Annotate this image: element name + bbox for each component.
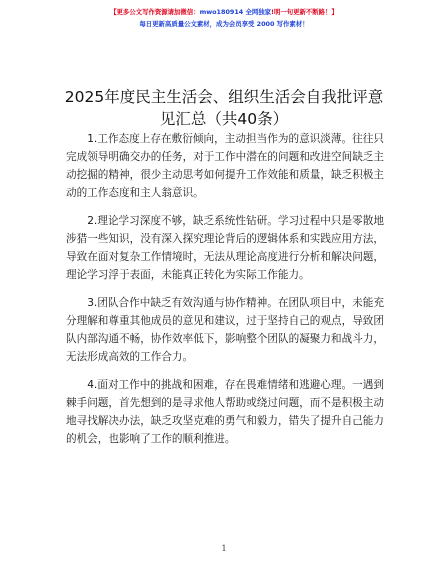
paragraph-number: 2. <box>87 215 98 227</box>
paragraph-number: 3. <box>87 297 98 309</box>
banner-segment-wechat-id: mwo180914 <box>199 8 244 16</box>
paragraph-text: 理论学习深度不够，缺乏系统性钻研。学习过程中只是零散地涉猎一些知识，没有深入探究理论背后的逻辑体系和实践应用方法，导致在面对复杂工作情境时，无法从理论高度进行分析和解决问题，理论学习浮于表面，未能真正转化为实际工作能力。 <box>66 215 384 281</box>
document-title: 2025年度民主生活会、组织生活会自我批评意见汇总（共40条） <box>64 88 384 128</box>
paragraph-item <box>66 294 384 366</box>
paragraph-number: 1. <box>87 133 98 145</box>
paragraph-text: 工作态度上存在敷衍倾向，主动担当作为的意识淡薄。往往只完成领导明确交办的任务，对于工作中潜在的问题和改进空间缺乏主动挖掘的精神，很少主动思考如何提升工作效能和质量，缺乏积极主动的工作态度和主人翁意识。 <box>66 133 384 199</box>
paragraph-text: 团队合作中缺乏有效沟通与协作精神。在团队项目中，未能充分理解和尊重其他成员的意见和建议，过于坚持自己的观点，导致团队内部沟通不畅，协作效率低下，影响整个团队的凝聚力和战斗力，无法形成高效的工作合力。 <box>66 297 384 363</box>
banner-segment-5: 】 <box>331 8 338 16</box>
document-body <box>66 130 384 458</box>
paragraph-item <box>66 212 384 284</box>
paragraph-item <box>66 376 384 448</box>
banner-segment-3: 全网独家 <box>243 8 272 16</box>
paragraph-number: 4. <box>87 379 98 391</box>
page-number: 1 <box>221 544 227 553</box>
banner-segment-4: !明一句更新不断路！ <box>271 8 332 16</box>
banner-segment-1: 【更多公文写作资源请加微信： <box>110 8 200 16</box>
paragraph-item <box>66 130 384 202</box>
promo-banner-line-2: 每日更新高质量公文素材，成为会员享受 2000 写作素材！ <box>139 20 309 28</box>
paragraph-text: 面对工作中的挑战和困难，存在畏难情绪和逃避心理。一遇到棘手问题，首先想到的是寻求他人帮助或绕过问题，而不是积极主动地寻找解决办法，缺乏攻坚克难的勇气和毅力，错失了提升自己能力的机会，也影响了工作的顺利推进。 <box>66 379 384 445</box>
promo-banner-line-1 <box>0 8 448 17</box>
